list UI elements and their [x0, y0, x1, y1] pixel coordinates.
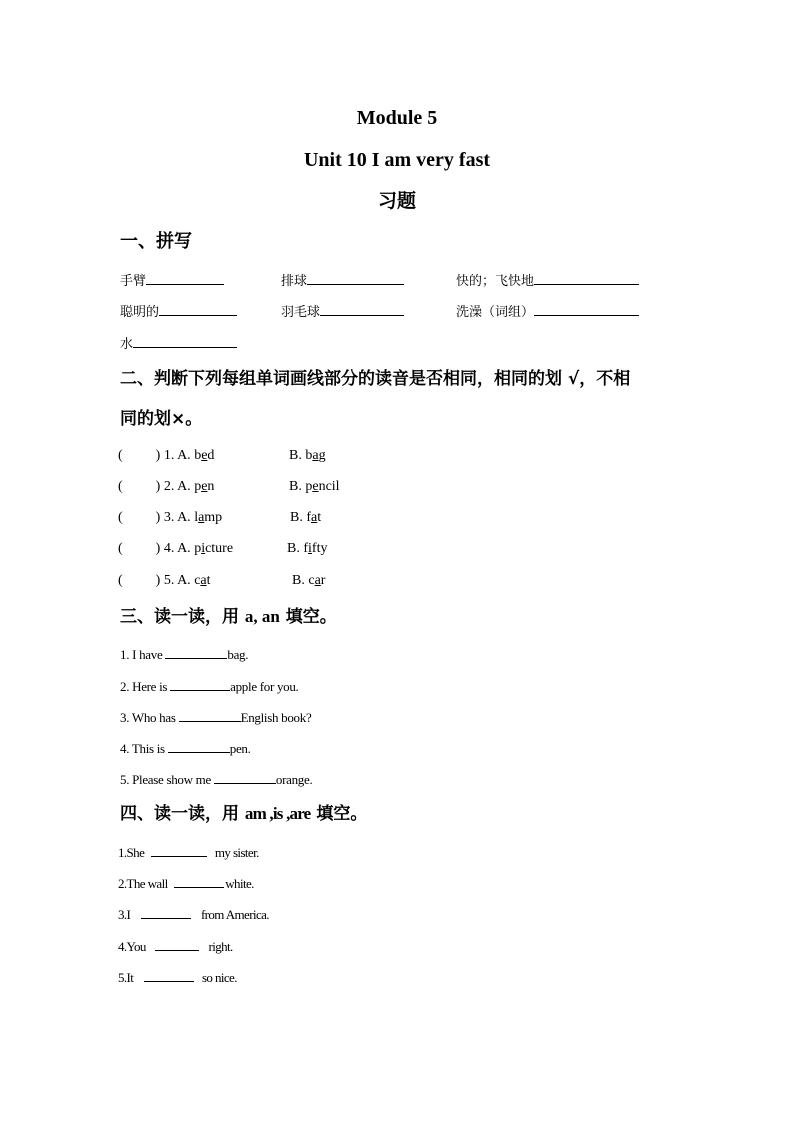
item-number: 5. A. — [163, 573, 191, 588]
item-number: 3. A. — [163, 510, 191, 525]
module-title: Module 5 — [356, 107, 438, 129]
item-number: 1. A. — [163, 448, 191, 463]
answer-blank[interactable] — [146, 270, 224, 285]
spelling-item-badminton — [281, 301, 404, 320]
option-b-label: B. — [287, 541, 300, 556]
section2-heading-cont: 同的划×。 — [120, 409, 203, 429]
option-b-word: fat — [306, 510, 322, 525]
section4-heading — [120, 803, 367, 825]
item-number: 4. A. — [163, 541, 191, 556]
spelling-item-fast — [456, 270, 639, 289]
answer-blank[interactable] — [144, 967, 194, 982]
option-b-word: fifty — [303, 541, 328, 556]
verb-question-4 — [118, 936, 233, 956]
item-number: 2. A. — [163, 479, 191, 494]
spelling-word: 洗澡（词组） — [456, 305, 535, 320]
phonics-row-3-b — [290, 509, 321, 527]
answer-paren[interactable]: ( ) — [118, 510, 161, 525]
question-text: 1.She — [118, 845, 147, 860]
answer-paren[interactable]: ( ) — [118, 448, 161, 463]
question-text: my sister. — [214, 845, 259, 860]
spelling-item-clever — [120, 301, 237, 320]
heading-words: a, an — [244, 607, 280, 626]
answer-paren[interactable]: ( ) — [118, 479, 161, 494]
option-b-label: B. — [289, 479, 302, 494]
verb-question-3 — [118, 904, 269, 924]
spelling-word: 手臂 — [120, 274, 147, 289]
phonics-row-4-b — [287, 540, 327, 558]
article-question-3 — [120, 707, 311, 727]
spelling-item-arm — [120, 270, 224, 289]
question-text: 5. Please show me — [120, 772, 214, 787]
answer-blank[interactable] — [307, 270, 404, 285]
answer-blank[interactable] — [165, 644, 227, 659]
phonics-row-2 — [118, 478, 214, 496]
spelling-word: 排球 — [281, 274, 308, 289]
question-text: 4. This is — [120, 741, 168, 756]
answer-blank[interactable] — [214, 769, 276, 784]
spelling-item-water — [120, 333, 237, 352]
option-b-word: car — [308, 573, 326, 588]
exercise-title: 习题 — [377, 190, 416, 212]
option-a-word: bed — [194, 448, 215, 463]
option-a-word: pen — [194, 479, 215, 494]
phonics-row-1 — [118, 447, 214, 465]
question-text: 5.It — [118, 970, 136, 985]
spelling-item-bath — [456, 301, 639, 320]
question-text: bag. — [227, 647, 249, 662]
verb-question-5 — [118, 967, 237, 987]
question-text: 2. Here is — [120, 679, 171, 694]
option-b-label: B. — [289, 448, 302, 463]
spelling-word: 羽毛球 — [281, 305, 321, 320]
heading-text: 三、读一读，用 — [120, 607, 245, 627]
question-text: orange. — [275, 772, 313, 787]
heading-text: 填空。 — [310, 804, 368, 824]
answer-paren[interactable]: ( ) — [118, 573, 161, 588]
question-text: 1. I have — [120, 647, 166, 662]
question-text: 4.You — [118, 939, 149, 954]
article-question-5 — [120, 769, 312, 789]
answer-blank[interactable] — [534, 270, 639, 285]
spelling-word: 快的；飞快地 — [456, 274, 535, 289]
answer-blank[interactable] — [170, 676, 230, 691]
question-text: 3. Who has — [120, 710, 179, 725]
option-b-word: bag — [305, 448, 326, 463]
verb-question-2 — [118, 873, 254, 893]
section2-heading: 二、判断下列每组单词画线部分的读音是否相同，相同的划 √，不相 — [120, 369, 631, 389]
question-text: white. — [225, 876, 254, 891]
phonics-row-3 — [118, 509, 222, 527]
question-text: 2.The wall — [118, 876, 171, 891]
phonics-row-2-b — [289, 478, 340, 496]
answer-blank[interactable] — [168, 738, 230, 753]
option-b-word: pencil — [305, 479, 340, 494]
answer-blank[interactable] — [133, 333, 237, 348]
question-text: from America. — [200, 907, 269, 922]
phonics-row-4 — [118, 540, 233, 558]
option-a-word: cat — [194, 573, 211, 588]
option-b-label: B. — [292, 573, 305, 588]
unit-title: Unit 10 I am very fast — [303, 149, 491, 171]
section1-heading: 一、拼写 — [120, 231, 192, 252]
question-text: English book? — [240, 710, 312, 725]
answer-blank[interactable] — [155, 936, 199, 951]
section3-heading — [120, 606, 337, 628]
option-a-word: lamp — [194, 510, 223, 525]
article-question-4 — [120, 738, 251, 758]
option-a-word: picture — [194, 541, 234, 556]
phonics-row-5 — [118, 572, 211, 590]
question-text: right. — [208, 939, 233, 954]
phonics-row-1-b — [289, 447, 326, 465]
answer-paren[interactable]: ( ) — [118, 541, 161, 556]
heading-text: 填空。 — [279, 607, 337, 627]
question-text: apple for you. — [230, 679, 299, 694]
answer-blank[interactable] — [151, 842, 207, 857]
question-text: 3.I — [118, 907, 133, 922]
spelling-item-volleyball — [281, 270, 404, 289]
option-b-label: B. — [290, 510, 303, 525]
question-text: so nice. — [201, 970, 237, 985]
answer-blank[interactable] — [179, 707, 241, 722]
article-question-1 — [120, 644, 248, 664]
answer-blank[interactable] — [159, 301, 237, 316]
article-question-2 — [120, 676, 299, 696]
heading-words: am ,is ,are — [244, 804, 311, 823]
spelling-word: 聪明的 — [120, 305, 160, 320]
verb-question-1 — [118, 842, 259, 862]
answer-blank[interactable] — [534, 301, 639, 316]
answer-blank[interactable] — [174, 873, 224, 888]
heading-text: 四、读一读，用 — [120, 804, 245, 824]
question-text: pen. — [229, 741, 251, 756]
spelling-word: 水 — [120, 337, 134, 352]
answer-blank[interactable] — [141, 904, 191, 919]
phonics-row-5-b — [292, 572, 325, 590]
answer-blank[interactable] — [320, 301, 404, 316]
